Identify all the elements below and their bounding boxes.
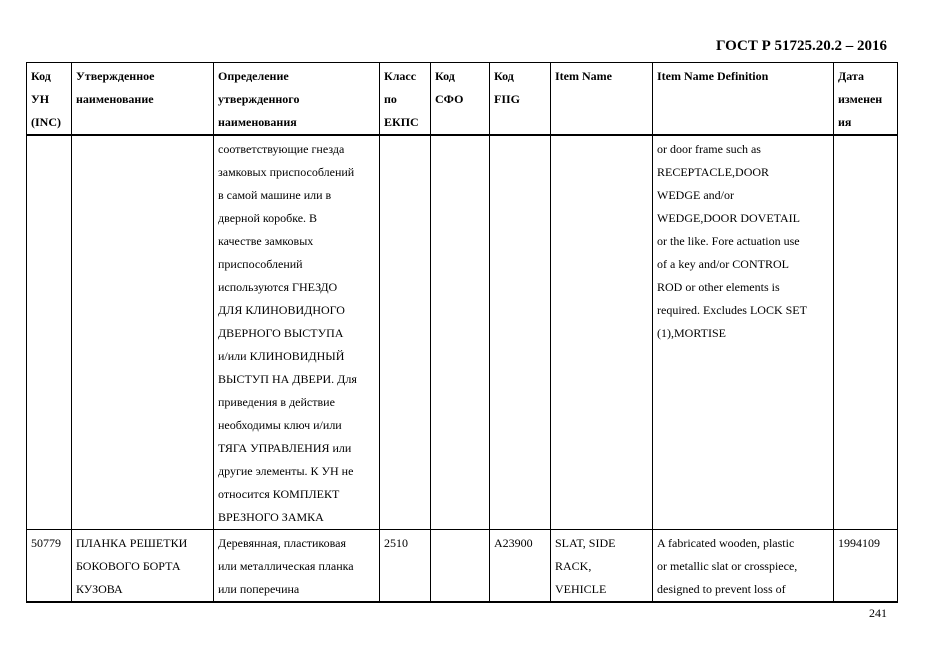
cell-text-line: используются ГНЕЗДО [218,280,338,294]
cell-text-line: ВЫСТУП НА ДВЕРИ. Для [218,372,357,386]
header-text-line: FIIG [494,92,521,106]
cell-col-inc-code [27,135,72,530]
header-text-line: изменен [838,92,883,106]
cell-text-line: 1994109 [838,536,880,550]
cell-text-line: замковых приспособлений [218,165,355,179]
cell-text-line: required. Excludes LOCK SET [657,303,807,317]
page-number: 241 [869,606,887,620]
cell-text-line: 50779 [31,536,61,550]
cell-text-line: WEDGE,DOOR DOVETAIL [657,211,801,225]
cell-col-change-date [834,530,898,603]
cell-text-line: A23900 [494,536,533,550]
cell-text-line: относится КОМПЛЕКТ [218,487,340,501]
cell-col-name-definition [214,530,380,603]
header-text-line: Класс [384,69,417,83]
cell-text-line: RACK, [555,559,592,573]
cell-text-line: or door frame such as [657,142,761,156]
header-text-line: (INC) [31,115,61,129]
header-text-line: по [384,92,397,106]
header-text-line: УН [31,92,50,106]
table-row [27,530,898,603]
cell-text-line: дверной коробке. В [218,211,318,225]
cell-col-name-definition [214,135,380,530]
cell-text-line: ВРЕЗНОГО ЗАМКА [218,510,324,524]
cell-col-fiig-code [490,530,551,603]
cell-text-line: or metallic slat or crosspiece, [657,559,798,573]
header-text-line: Утвержденное [76,69,155,83]
cell-text-line: (1),MORTISE [657,326,726,340]
cell-col-item-definition [653,135,834,530]
cell-text-line: ДЛЯ КЛИНОВИДНОГО [218,303,345,317]
header-text-line: СФО [435,92,464,106]
cell-text-line: SLAT, SIDE [555,536,616,550]
cell-text-line: или поперечина [218,582,300,596]
cell-text-line: designed to prevent loss of [657,582,786,596]
cell-col-item-name [551,135,653,530]
cell-col-ekps-class [380,530,431,603]
header-text-line: ЕКПС [384,115,419,129]
cell-col-item-name [551,530,653,603]
cell-col-fiig-code [490,135,551,530]
cell-col-change-date [834,135,898,530]
cell-col-ekps-class [380,135,431,530]
cell-text-line: of a key and/or CONTROL [657,257,789,271]
cell-text-line: Деревянная, пластиковая [218,536,347,550]
cell-text-line: КУЗОВА [76,582,123,596]
cell-col-sfo-code [431,530,490,603]
header-text-line: Item Name Definition [657,69,769,83]
header-text-line: Код [31,69,51,83]
header-col-change-date [834,63,898,136]
header-col-ekps-class [380,63,431,136]
header-col-item-definition [653,63,834,136]
table-row [27,135,898,530]
header-col-sfo-code [431,63,490,136]
cell-text-line: соответствующие гнезда [218,142,345,156]
header-text-line: Определение [218,69,289,83]
cell-text-line: 2510 [384,536,408,550]
header-text-line: Item Name [555,69,612,83]
classification-table [26,62,898,603]
header-col-name-definition [214,63,380,136]
cell-text-line: необходимы ключ и/или [218,418,342,432]
cell-text-line: в самой машине или в [218,188,332,202]
header-text-line: Код [494,69,514,83]
cell-text-line: A fabricated wooden, plastic [657,536,795,550]
cell-text-line: ПЛАНКА РЕШЕТКИ [76,536,188,550]
header-col-item-name [551,63,653,136]
cell-text-line: or the like. Fore actuation use [657,234,800,248]
cell-text-line: и/или КЛИНОВИДНЫЙ [218,349,345,363]
cell-text-line: качестве замковых [218,234,314,248]
cell-col-item-definition [653,530,834,603]
header-col-fiig-code [490,63,551,136]
header-text-line: ия [838,115,852,129]
cell-text-line: приспособлений [218,257,303,271]
cell-col-approved-name [72,135,214,530]
cell-text-line: другие элементы. К УН не [218,464,354,478]
table-body [27,135,898,602]
cell-text-line: ROD or other elements is [657,280,780,294]
cell-text-line: ТЯГА УПРАВЛЕНИЯ или [218,441,352,455]
cell-text-line: WEDGE and/or [657,188,734,202]
header-text-line: Код [435,69,455,83]
cell-text-line: БОКОВОГО БОРТА [76,559,181,573]
cell-col-approved-name [72,530,214,603]
document-standard-header: ГОСТ Р 51725.20.2 – 2016 [715,38,887,54]
cell-col-inc-code [27,530,72,603]
cell-text-line: ДВЕРНОГО ВЫСТУПА [218,326,344,340]
cell-text-line: приведения в действие [218,395,335,409]
header-text-line: Дата [838,69,864,83]
table-header-row [27,63,898,136]
cell-text-line: или металлическая планка [218,559,354,573]
header-text-line: наименования [218,115,297,129]
header-col-approved-name [72,63,214,136]
cell-col-sfo-code [431,135,490,530]
cell-text-line: VEHICLE [555,582,607,596]
cell-text-line: RECEPTACLE,DOOR [657,165,770,179]
header-text-line: наименование [76,92,154,106]
header-col-inc-code [27,63,72,136]
header-text-line: утвержденного [218,92,300,106]
